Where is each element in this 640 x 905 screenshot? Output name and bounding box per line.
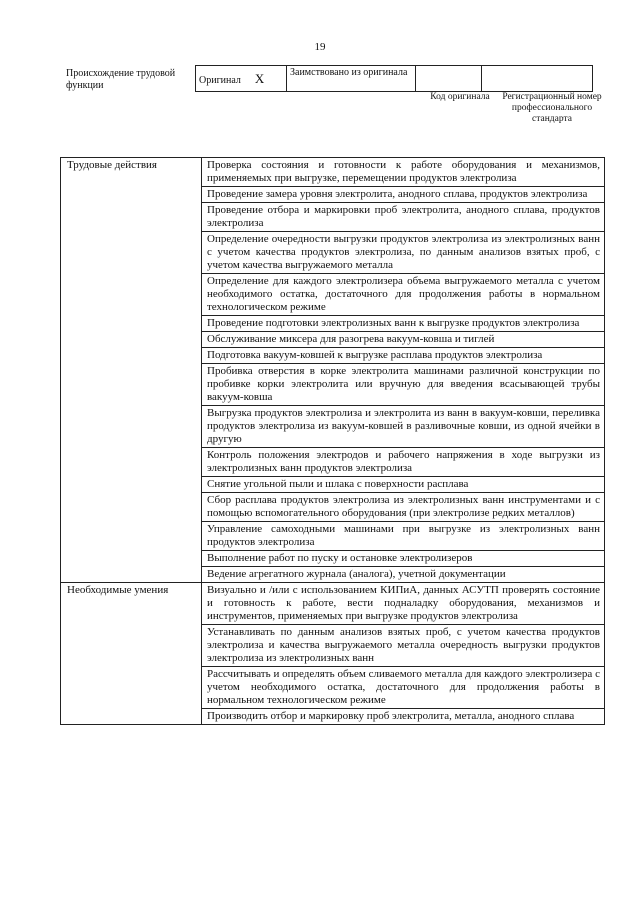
original-mark: X xyxy=(254,70,265,86)
table-cell: Устанавливать по данным анализов взятых проб, с учетом качества продуктов электролиза и качества выгружаемого металла очередность выгрузки продуктов электролиза из электролизных ванн xyxy=(202,625,605,667)
table-cell: Производить отбор и маркировку проб электролита, металла, анодного сплава xyxy=(202,709,605,725)
table-cell: Рассчитывать и определять объем сливаемого металла для каждого электролизера с учетом необходимого остатка, достаточного для продолжения работы в нормальном технологическом режиме xyxy=(202,667,605,709)
table-cell: Обслуживание миксера для разогрева вакуум-ковша и тиглей xyxy=(202,332,605,348)
code-caption: Код оригинала xyxy=(430,92,490,102)
table-cell: Выгрузка продуктов электролиза и электролита из ванн в вакуум-ковши, переливка продуктов электролиза из вакуум-ковшей в разливочные ковши, из одной ячейки в другую xyxy=(202,406,605,448)
registration-number-cell xyxy=(482,66,593,92)
table-cell: Определение для каждого электролизера объема выгружаемого металла с учетом необходимого остатка, достаточного для продолжения работы в нормальном технологическом режиме xyxy=(202,274,605,316)
table-cell: Проведение замера уровня электролита, анодного сплава, продуктов электролиза xyxy=(202,187,605,203)
original-cell xyxy=(196,66,287,92)
original-code-cell xyxy=(416,66,482,92)
functions-table xyxy=(60,157,605,725)
table-cell: Подготовка вакуум-ковшей к выгрузке расплава продуктов электролиза xyxy=(202,348,605,364)
origin-table xyxy=(195,65,593,92)
table-cell: Ведение агрегатного журнала (аналога), учетной документации xyxy=(202,567,605,583)
table-row xyxy=(61,158,605,187)
table-cell: Визуально и /или с использованием КИПиА, данных АСУТП проверять состояние и готовность к работе, вести подналадку оборудования, механизмов и инструментов, применяемых при выгрузке продуктов электролиза xyxy=(202,583,605,625)
page-number: 19 xyxy=(314,41,326,53)
table-cell: Выполнение работ по пуску и остановке электролизеров xyxy=(202,551,605,567)
table-cell: Снятие угольной пыли и шлака с поверхности расплава xyxy=(202,477,605,493)
table-cell: Пробивка отверстия в корке электролита машинами различной конструкции по пробивке корки электролита или вручную для введения всасывающей трубы вакуум-ковша xyxy=(202,364,605,406)
section-title: Необходимые умения xyxy=(61,583,202,725)
borrowed-label: Заимствовано из оригинала xyxy=(290,67,408,78)
registration-caption: Регистрационный номер профессионального стандарта xyxy=(502,92,602,124)
table-cell: Контроль положения электродов и рабочего напряжения в ходе выгрузки из электролизных ванн продуктов электролиза xyxy=(202,448,605,477)
table-cell: Проведение отбора и маркировки проб электролита, анодного сплава, продуктов электролиза xyxy=(202,203,605,232)
origin-label: Происхождение трудовой функции xyxy=(66,68,176,91)
table-row xyxy=(61,583,605,625)
table-cell: Проведение подготовки электролизных ванн к выгрузке продуктов электролиза xyxy=(202,316,605,332)
borrowed-cell xyxy=(287,66,416,92)
table-cell: Управление самоходными машинами при выгрузке из электролизных ванн продуктов электролиза xyxy=(202,522,605,551)
table-cell: Определение очередности выгрузки продуктов электролиза из электролизных ванн с учетом качества продуктов электролиза, по данным анализов взятых проб, с учетом качества выгружаемого металла xyxy=(202,232,605,274)
original-label: Оригинал xyxy=(199,74,241,86)
table-cell: Сбор расплава продуктов электролиза из электролизных ванн инструментами и с помощью вспомогательного оборудования (при электролизе редких металлов) xyxy=(202,493,605,522)
section-title: Трудовые действия xyxy=(61,158,202,583)
table-cell: Проверка состояния и готовности к работе оборудования и механизмов, применяемых при выгрузке, перемещении продуктов электролиза xyxy=(202,158,605,187)
